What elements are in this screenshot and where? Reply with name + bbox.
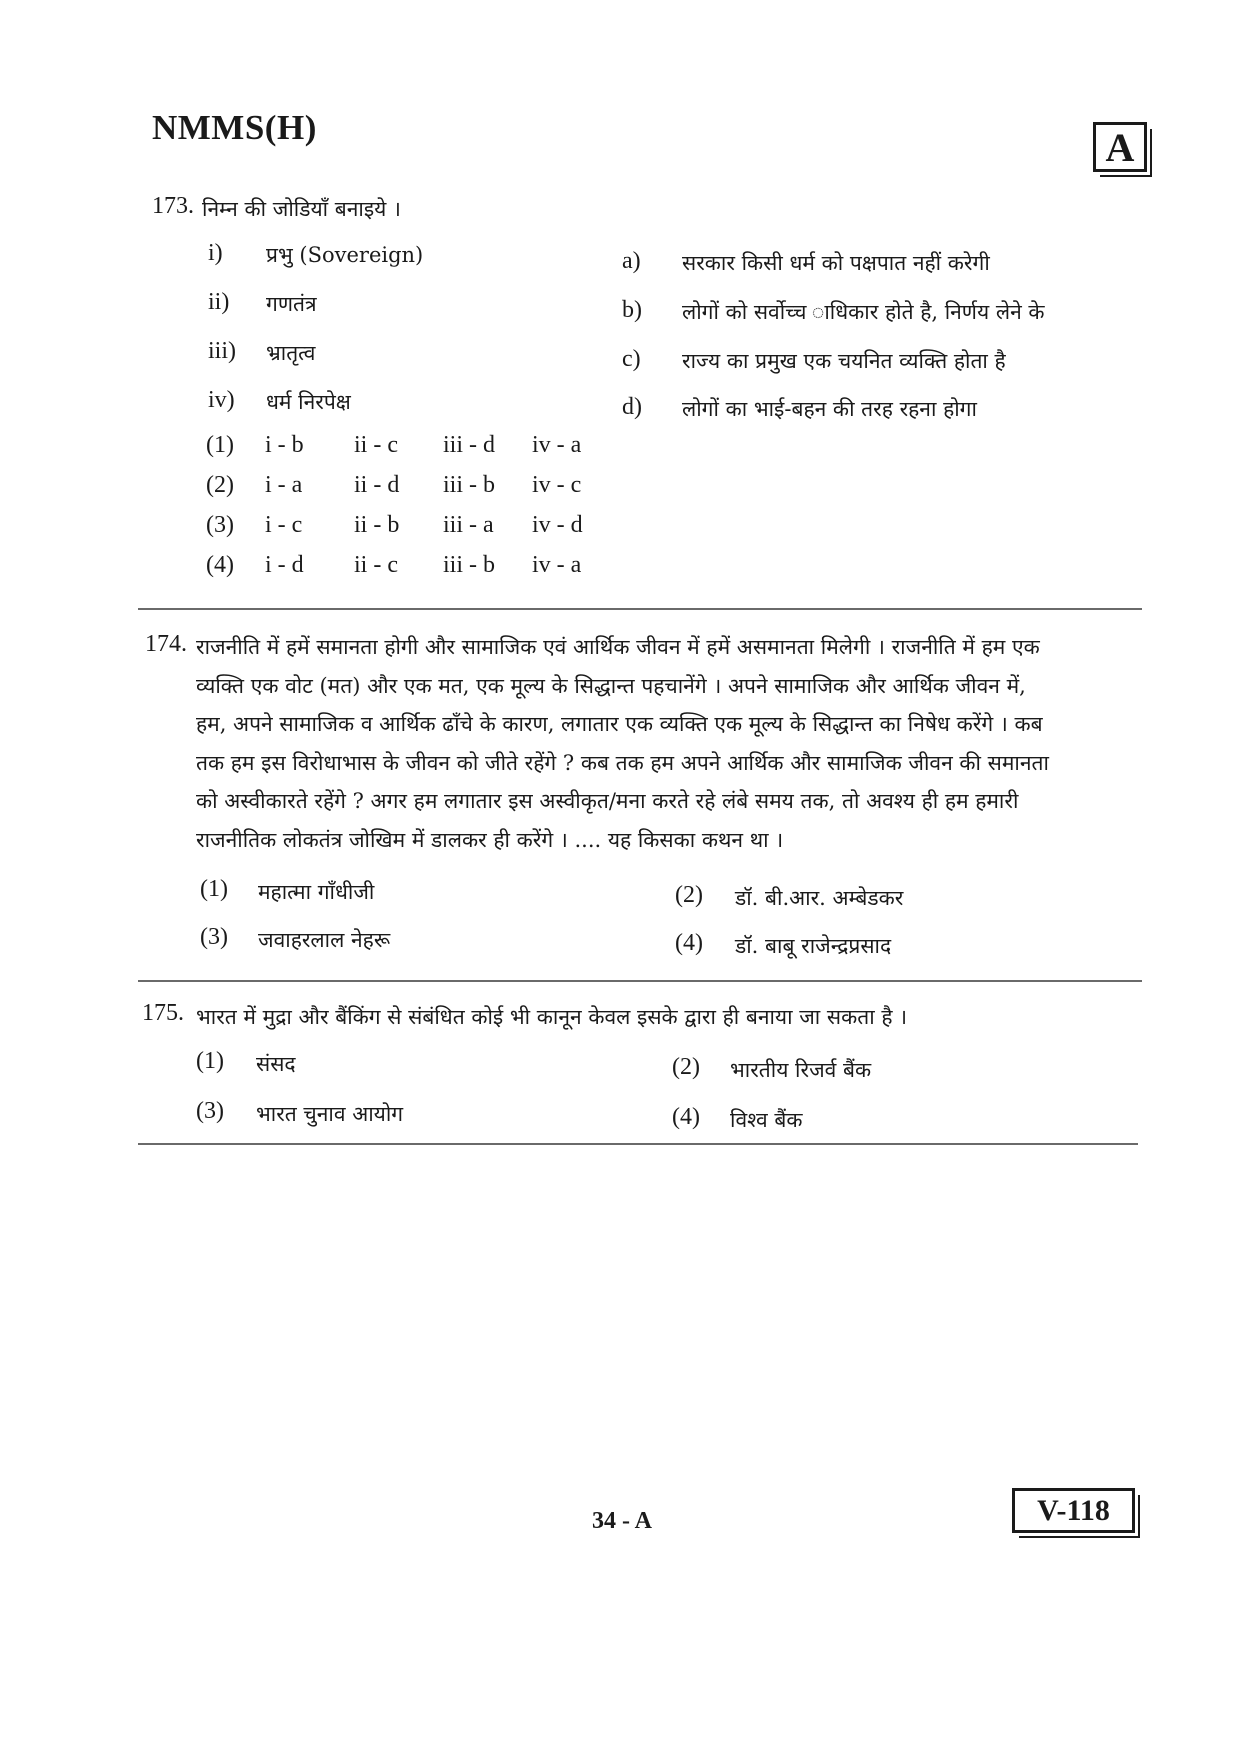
option-number: (1) xyxy=(200,876,228,902)
match-right-label: d) xyxy=(622,394,642,420)
set-label-box: A xyxy=(1093,122,1147,172)
passage-line: तक हम इस विरोधाभास के जीवन को जीते रहेंगे ? कब तक हम अपने आर्थिक और सामाजिक जीवन की समानता xyxy=(196,750,1049,775)
question-stem: निम्न की जोडियाँ बनाइये । xyxy=(202,197,401,221)
option-pair: i - b xyxy=(265,432,304,458)
question-number: 174. xyxy=(145,631,187,657)
option-pair: iii - d xyxy=(443,432,495,458)
option-text: जवाहरलाल नेहरू xyxy=(258,928,391,952)
option-pair: ii - c xyxy=(354,552,398,578)
passage-line: राजनीतिक लोकतंत्र जोखिम में डालकर ही करेंगे । .... यह किसका कथन था । xyxy=(196,827,784,852)
match-right-item: लोगों का भाई-बहन की तरह रहना होगा xyxy=(682,397,977,421)
question-number: 173. xyxy=(152,193,194,219)
paper-code: NMMS(H) xyxy=(152,108,317,147)
match-right-item: राज्य का प्रमुख एक चयनित व्यक्ति होता है xyxy=(682,349,1006,373)
option-pair: i - a xyxy=(265,472,303,498)
question-number: 175. xyxy=(142,1000,184,1026)
option-pair: ii - d xyxy=(354,472,400,498)
option-text: विश्व बैंक xyxy=(730,1108,803,1132)
option-pair: iii - a xyxy=(443,512,494,538)
match-left-item: धर्म निरपेक्ष xyxy=(266,390,351,414)
match-right-label: c) xyxy=(622,346,641,372)
option-pair: iii - b xyxy=(443,552,495,578)
match-left-label: i) xyxy=(208,240,223,266)
option-number: (1) xyxy=(206,432,234,458)
option-text: महात्मा गाँधीजी xyxy=(258,880,375,904)
passage-line: हम, अपने सामाजिक व आर्थिक ढाँचे के कारण, लगातार एक व्यक्ति एक मूल्य के सिद्धान्त का निषेध करेंगे । कब xyxy=(196,712,1043,736)
option-number: (3) xyxy=(196,1098,224,1124)
option-pair: iv - c xyxy=(532,472,582,498)
option-pair: ii - b xyxy=(354,512,400,538)
match-left-item: गणतंत्र xyxy=(266,292,317,316)
passage-line: राजनीति में हमें समानता होगी और सामाजिक एवं आर्थिक जीवन में हमें असमानता मिलेगी । राजनीति में हम एक xyxy=(196,635,1040,659)
match-left-label: iii) xyxy=(208,338,236,364)
match-right-label: a) xyxy=(622,248,641,274)
section-divider xyxy=(138,980,1142,982)
option-pair: iv - a xyxy=(532,432,582,458)
question-passage xyxy=(196,628,1146,859)
section-divider xyxy=(138,608,1142,610)
option-number: (1) xyxy=(196,1048,224,1074)
option-pair: iv - d xyxy=(532,512,583,538)
option-pair: iii - b xyxy=(443,472,495,498)
option-pair: i - d xyxy=(265,552,304,578)
option-number: (3) xyxy=(206,512,234,538)
option-text: डॉ. बाबू राजेन्द्रप्रसाद xyxy=(735,934,892,958)
page-number: 34 - A xyxy=(592,1508,652,1534)
option-text: संसद xyxy=(256,1052,296,1076)
option-number: (4) xyxy=(675,930,703,956)
option-text: भारतीय रिजर्व बैंक xyxy=(730,1058,872,1082)
match-right-label: b) xyxy=(622,297,642,323)
option-number: (4) xyxy=(206,552,234,578)
match-left-item: प्रभु (Sovereign) xyxy=(266,243,424,267)
match-left-label: ii) xyxy=(208,289,230,315)
option-number: (2) xyxy=(675,882,703,908)
match-left-label: iv) xyxy=(208,387,235,413)
option-text: भारत चुनाव आयोग xyxy=(256,1102,404,1126)
option-pair: iv - a xyxy=(532,552,582,578)
option-pair: ii - c xyxy=(354,432,398,458)
match-left-item: भ्रातृत्व xyxy=(266,341,316,365)
question-stem: भारत में मुद्रा और बैंकिंग से संबंधित कोई भी कानून केवल इसके द्वारा ही बनाया जा सकता है । xyxy=(196,1005,908,1029)
option-number: (4) xyxy=(672,1104,700,1130)
match-right-item: सरकार किसी धर्म को पक्षपात नहीं करेगी xyxy=(682,251,990,275)
section-divider xyxy=(138,1143,1138,1145)
passage-line: व्यक्ति एक वोट (मत) और एक मत, एक मूल्य के सिद्धान्त पहचानेंगे । अपने सामाजिक और आर्थिक जीवन में, xyxy=(196,673,1026,698)
match-right-item: लोगों को सर्वोच्च ‍ाधिकार होते है, निर्णय लेने के xyxy=(682,300,1045,324)
option-number: (2) xyxy=(206,472,234,498)
option-text: डॉ. बी.आर. अम्बेडकर xyxy=(735,886,904,910)
paper-version-box: V-118 xyxy=(1012,1488,1135,1533)
option-pair: i - c xyxy=(265,512,303,538)
passage-line: को अस्वीकारते रहेंगे ? अगर हम लगातार इस अस्वीकृत/मना करते रहे लंबे समय तक, तो अवश्य ही हम हमारी xyxy=(196,789,1019,813)
option-number: (2) xyxy=(672,1054,700,1080)
option-number: (3) xyxy=(200,924,228,950)
